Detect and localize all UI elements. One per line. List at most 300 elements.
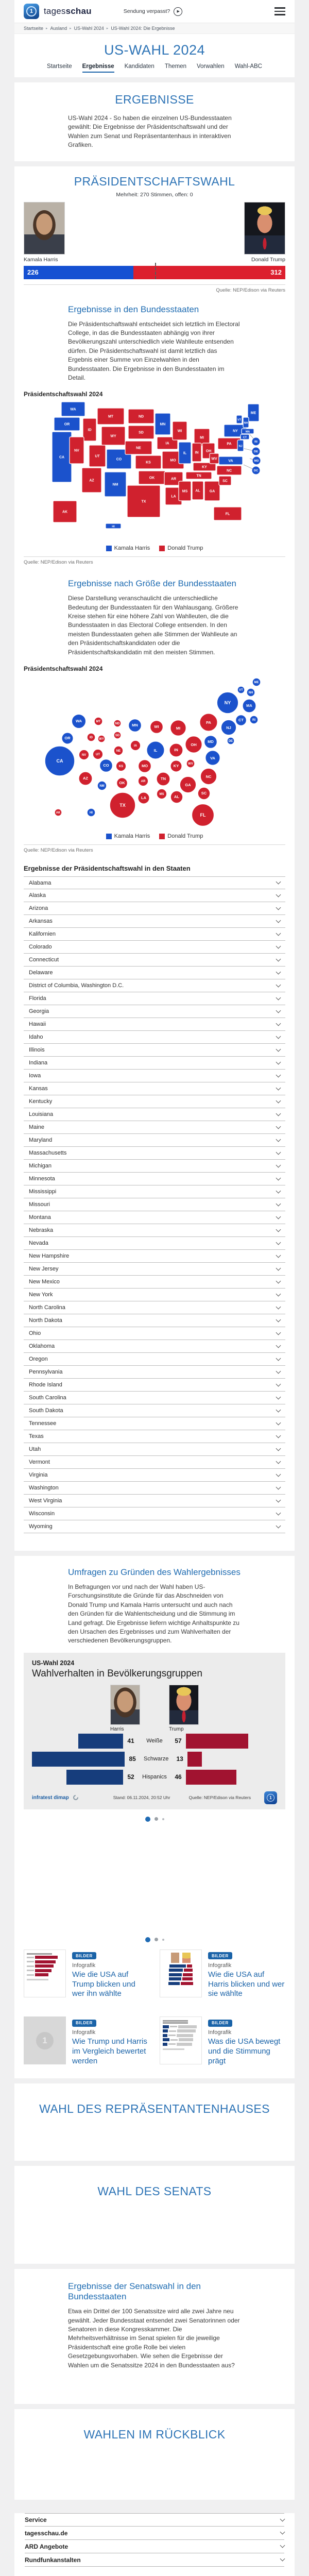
state-name: Indiana [29,1060,48,1066]
state-accordion-row[interactable] [24,1147,285,1160]
svg-text:ID: ID [90,736,93,740]
state-name: Florida [29,995,46,1002]
state-name: Michigan [29,1163,52,1170]
svg-text:MD: MD [208,739,214,744]
state-label-AK: AK [62,510,68,514]
state-name: Utah [29,1446,41,1453]
svg-text:NV: NV [81,754,87,757]
state-label-WA: WA [70,408,76,412]
svg-text:AL: AL [174,794,179,800]
state-accordion-row[interactable] [24,1379,285,1392]
state-name: Maryland [29,1137,53,1144]
svg-text:WI: WI [154,724,159,730]
svg-text:MN: MN [132,723,138,728]
brand-wordmark[interactable]: tagesschau [44,6,92,16]
state-accordion-row[interactable] [24,1263,285,1276]
footer-accordion [25,2513,284,2567]
chevron-down-icon [276,1085,281,1090]
state-name: Arkansas [29,918,53,925]
state-accordion-row[interactable] [24,1082,285,1095]
state-accordion-row[interactable] [24,1057,285,1070]
state-name: Idaho [29,1034,43,1041]
tab-ergebnisse[interactable]: Ergebnisse [82,63,114,73]
dot[interactable] [162,1818,164,1820]
state-name: Texas [29,1433,44,1440]
state-label-NM: NM [112,483,118,487]
state-name: Montana [29,1214,51,1221]
us-choropleth-map[interactable] [44,400,265,541]
state-label-AR: AR [170,477,177,481]
svg-text:OH: OH [191,742,197,748]
state-name: Colorado [29,944,52,951]
svg-text:KS: KS [118,765,124,769]
state-accordion-row[interactable] [24,1482,285,1495]
svg-text:IL: IL [153,748,158,753]
state-name: Delaware [29,970,53,976]
state-accordion-row[interactable] [24,1018,285,1031]
chevron-down-icon [276,1214,281,1219]
state-label-KY: KY [202,465,207,469]
svg-text:IN: IN [174,748,178,753]
state-accordion-row[interactable] [24,979,285,992]
state-label-VA: VA [228,459,233,463]
state-label-MO: MO [170,459,176,463]
state-accordion-row[interactable] [24,1430,285,1443]
chevron-down-icon [276,1523,281,1528]
state-name: Louisiana [29,1111,54,1118]
state-name: Kansas [29,1086,48,1092]
dot[interactable] [154,1938,158,1941]
chevron-down-icon [276,1368,281,1374]
trump-bar [186,1734,248,1749]
svg-text:MT: MT [96,720,101,724]
svg-text:IA: IA [134,744,137,748]
state-accordion-row[interactable] [24,1353,285,1366]
state-label-NC: NC [226,469,232,473]
chevron-down-icon [276,1162,281,1167]
footer-section-row[interactable] [25,2527,284,2540]
state-name: North Carolina [29,1304,65,1311]
harris-photo [24,202,65,255]
bilder-badge: BILDER [208,1952,232,1959]
state-label-FL: FL [225,512,230,516]
svg-text:LA: LA [141,795,146,801]
state-name: Vermont [29,1459,50,1466]
dot[interactable] [162,1939,164,1941]
state-accordion-row[interactable] [24,1392,285,1404]
chevron-down-icon [276,1252,281,1258]
tab-startseite[interactable]: Startseite [47,63,72,70]
infographic-kicker: US-Wahl 2024 [32,1659,75,1667]
state-accordion-row[interactable] [24,1301,285,1314]
state-label-PA: PA [227,442,232,446]
state-label-AL: AL [195,489,200,493]
svg-text:KY: KY [173,764,179,769]
state-name: Connecticut [29,957,59,963]
state-accordion-row[interactable] [24,928,285,941]
state-accordion-row[interactable] [24,1250,285,1263]
state-accordion-row[interactable] [24,1495,285,1507]
teaser-card[interactable] [160,2016,285,2066]
state-accordion-row[interactable] [24,1095,285,1108]
trump-legend-swatch [159,546,165,551]
demographic-label: Schwarze [144,1756,169,1762]
umfragen-heading[interactable]: Umfragen zu Gründen des Wahlergebnisses [68,1567,241,1578]
state-label-OH: OH [205,449,212,453]
state-accordion-row[interactable] [24,1044,285,1057]
teaser-card[interactable] [24,1950,149,1999]
state-accordion-row[interactable] [24,1134,285,1147]
dot-active[interactable] [145,1817,150,1822]
tagesschau-logo-icon[interactable]: 1 [24,4,39,19]
svg-text:RI: RI [254,440,258,444]
state-accordion-row[interactable] [24,1070,285,1082]
svg-text:DE: DE [228,740,233,743]
bilder-badge: BILDER [72,2020,96,2027]
chevron-down-icon [276,1420,281,1425]
state-label-IA: IA [165,442,169,446]
chevron-down-icon [276,1033,281,1039]
tab-vorwahlen[interactable]: Vorwahlen [197,63,225,70]
state-label-AZ: AZ [89,479,94,483]
house-card [14,2083,295,2161]
choropleth-label: Präsidentschaftswahl 2024 [24,391,103,398]
trump-small-photo [169,1685,199,1725]
state-accordion-row[interactable] [24,1327,285,1340]
state-accordion-row[interactable] [24,1108,285,1121]
chevron-down-icon [276,1394,281,1399]
tab-themen[interactable]: Themen [164,63,186,70]
svg-text:VA: VA [210,756,215,761]
chevron-down-icon [276,1265,281,1270]
tab-wahl-abc[interactable]: Wahl-ABC [234,63,262,70]
state-accordion-row[interactable] [24,876,285,889]
teaser-card[interactable] [160,1950,285,1999]
bilder-badge: BILDER [72,1952,96,1959]
svg-text:FL: FL [200,812,206,818]
chevron-down-icon [276,1471,281,1477]
state-name: New York [29,1292,53,1298]
footer-section-label: ARD Angebote [25,2543,68,2550]
teaser-thumbnail [24,2016,66,2064]
bubble-legend: Kamala Harris Donald Trump [14,833,295,839]
state-accordion-row[interactable] [24,1237,285,1250]
svg-text:NY: NY [224,700,231,706]
svg-text:MI: MI [176,726,181,731]
state-name: Tennessee [29,1420,57,1427]
state-name: Alabama [29,879,52,886]
svg-text:CO: CO [103,763,109,768]
svg-text:UT: UT [96,753,100,757]
svg-text:NC: NC [205,774,212,779]
state-accordion-row[interactable] [24,1520,285,1533]
state-accordion-row[interactable] [24,1185,285,1198]
demographic-bars [32,1732,277,1786]
svg-text:MS: MS [159,793,164,796]
praesi-title: PRÄSIDENTSCHAFTSWAHL [74,174,235,188]
state-accordion-row[interactable] [24,1160,285,1173]
svg-text:ME: ME [254,681,259,685]
state-accordion-row[interactable] [24,1173,285,1185]
trump-bar-segment: 312 [133,266,285,279]
state-name: Arizona [29,905,48,912]
ergebnisse-title: ERGEBNISSE [115,93,194,106]
state-accordion-row[interactable] [24,941,285,954]
states-map-heading[interactable]: Ergebnisse in den Bundesstaaten [68,304,199,314]
teaser-kicker: Infografik [208,2029,232,2036]
carousel-blank-slide [14,1829,295,1930]
state-name: Nebraska [29,1227,54,1234]
footer-section-row[interactable] [25,2553,284,2567]
state-label-MI: MI [200,436,204,440]
chevron-down-icon [276,1381,281,1386]
page-title: US-WAHL 2024 [104,42,205,58]
praesidentschaftswahl-card [14,166,295,1551]
demographic-label: Hispanics [142,1774,167,1781]
state-accordion-row[interactable] [24,1224,285,1237]
state-name: Mississippi [29,1189,57,1195]
chevron-down-icon [276,1407,281,1412]
chevron-down-icon [276,1433,281,1438]
map-legend: Kamala Harris Donald Trump [14,545,295,551]
svg-text:WY: WY [99,738,104,741]
svg-text:CA: CA [56,758,63,764]
state-label-ND: ND [138,415,144,419]
chevron-down-icon [276,1240,281,1245]
harris-bar [32,1752,125,1767]
harris-value: 85 [129,1755,136,1763]
state-accordion-row[interactable] [24,915,285,928]
umfragen-text: In Befragungen vor und nach der Wahl haben US-Forschungsinstitute die Gründe für das Abschneiden von Donald Trump und Kamala Harris untersucht und auch nach den Gründen für die Wahlentscheidung und die Stimmung im Land gefragt. Die Ergebnisse liefern wichtige Anhaltspunkte zu den Ursachen des Ergebnisses und zum Wahlverhalten der verschiedenen Bevölkerungsgruppen. [68,1583,239,1645]
svg-text:NJ: NJ [226,725,231,731]
footer-section-label: tagesschau.de [25,2529,68,2537]
state-accordion-row[interactable] [24,967,285,979]
state-accordion-row[interactable] [24,1276,285,1289]
state-name: Illinois [29,1047,45,1054]
svg-text:DC: DC [253,469,259,473]
state-name: Kalifornien [29,931,56,938]
state-name: Washington [29,1485,59,1492]
chevron-down-icon [276,1330,281,1335]
chevron-down-icon [280,2556,285,2562]
chevron-down-icon [276,1072,281,1077]
ard-logo-icon: 1 [264,1791,277,1804]
size-map-heading[interactable]: Ergebnisse nach Größe der Bundesstaaten [68,579,236,589]
state-name: North Dakota [29,1317,62,1324]
demographic-row [32,1732,277,1750]
senate-title: WAHL DES SENATS [97,2184,212,2198]
breadcrumb-item[interactable]: US-Wahl 2024 [74,26,104,31]
svg-text:NH: NH [248,691,253,695]
svg-text:OK: OK [119,781,125,786]
harris-small-photo [110,1685,140,1725]
svg-text:CT: CT [238,718,244,723]
us-bubble-cartogram[interactable] [44,674,265,829]
state-accordion-row[interactable] [24,1417,285,1430]
state-name: Ohio [29,1330,41,1337]
bubble-label: Präsidentschaftswahl 2024 [24,665,103,673]
state-accordion-row[interactable] [24,1340,285,1353]
ergebnisse-text: US-Wahl 2024 - So haben die einzelnen US-Bundesstaaten gewählt: Die Ergebnisse der Präsidentschaftswahl und der Wahlen zum Senat und Repräsentantenhaus in interaktiven Grafiken. [68,114,232,149]
state-label-NE: NE [136,446,141,450]
chevron-down-icon [280,2530,285,2535]
state-label-MT: MT [108,415,114,419]
chevron-down-icon [276,1304,281,1309]
state-label-OR: OR [64,422,70,427]
chevron-down-icon [276,982,281,987]
chevron-down-icon [276,1098,281,1103]
play-icon[interactable]: ▶ [174,7,182,16]
state-accordion-row[interactable] [24,1005,285,1018]
teaser-title[interactable]: Wie Trump und Harris im Vergleich bewertet werden [72,2037,147,2065]
chevron-down-icon [276,1291,281,1296]
chevron-down-icon [280,2516,285,2521]
top-bar [14,0,295,23]
breadcrumb-separator-icon: ▸ [106,27,109,30]
svg-text:AZ: AZ [83,776,88,781]
state-accordion-row[interactable] [24,954,285,967]
state-accordion-row[interactable] [24,1469,285,1482]
state-accordion-row[interactable] [24,1289,285,1301]
carousel-dots[interactable] [14,1817,295,1822]
trump-photo [244,202,285,255]
trump-value: 13 [176,1755,183,1763]
state-name: Wyoming [29,1523,53,1530]
teaser-kicker: Infografik [72,2029,96,2036]
state-label-OK: OK [149,476,155,480]
rueckblick-card [14,2409,295,2500]
state-accordion-row[interactable] [24,889,285,902]
breadcrumb [14,23,295,34]
state-accordion-row[interactable] [24,1507,285,1520]
ergebnisse-card [14,82,295,161]
dot-active[interactable] [145,1937,150,1942]
footer-section-row[interactable] [25,2513,284,2527]
chevron-down-icon [276,1008,281,1013]
breadcrumb-item[interactable]: US-Wahl 2024: Die Ergebnisse [111,26,175,31]
state-label-SD: SD [139,431,144,435]
breadcrumb-item[interactable]: Ausland [50,26,67,31]
states-map-text: Die Präsidentschaftswahl entscheidet sich letztlich im Electoral College, in das die Bundesstaaten abhängig von ihrer Bevölkerungszahl unterschiedlich viele Wahlleute entsenden dürfen. Die Präsidentschaftswahl ist damit letztlich das Ergebnis einer Summe von Einzelwahlen in den Bundesstaaten. Die Ergebnisse in den Bundesstaaten im Detail. [68,320,240,381]
senate-results-heading[interactable]: Ergebnisse der Senatswahl in den Bundesstaaten [68,2281,201,2302]
teaser-title[interactable]: Wie die USA auf Trump blicken und wer ihn wählte [72,1970,135,1998]
chevron-down-icon [276,1459,281,1464]
state-accordion-row[interactable] [24,1031,285,1044]
chevron-down-icon [276,1201,281,1206]
state-name: New Jersey [29,1266,59,1273]
demographic-row [32,1750,277,1768]
teaser-title[interactable]: Was die USA bewegt und die Stimmung prägt [208,2037,281,2065]
teaser-card[interactable] [24,2016,149,2066]
state-name: Georgia [29,1008,49,1015]
dot[interactable] [154,1817,158,1821]
footer-section-label: Service [25,2516,47,2524]
state-label-WV: WV [211,457,217,461]
state-name: Hawaii [29,1021,46,1028]
state-name: Pennsylvania [29,1369,63,1376]
svg-text:AR: AR [141,780,146,784]
senate-card [14,2166,295,2264]
state-name: Alaska [29,892,46,899]
svg-text:AK: AK [56,811,61,815]
chevron-down-icon [276,1355,281,1361]
chevron-down-icon [276,969,281,974]
hamburger-menu-icon[interactable] [274,7,285,15]
map-source: Quelle: NEP/Edison via Reuters [24,560,93,566]
state-label-NJ: NJ [238,445,243,448]
svg-text:WV: WV [188,762,193,766]
chevron-down-icon [276,1343,281,1348]
svg-text:TN: TN [161,776,166,782]
state-label-MA: MA [245,430,250,434]
state-accordion-row[interactable] [24,1366,285,1379]
state-accordion-row[interactable] [24,902,285,915]
state-name: Missouri [29,1201,50,1208]
footer-links [25,2574,284,2576]
harris-name: Kamala Harris [24,256,58,263]
state-name: South Dakota [29,1408,63,1414]
svg-text:SC: SC [201,791,207,796]
harris-bar-segment: 226 [24,266,133,279]
tab-kandidaten[interactable]: Kandidaten [124,63,154,70]
state-label-ID: ID [88,428,92,432]
carousel-dots-2[interactable] [14,1937,295,1942]
trump-bar [187,1752,202,1767]
harris-bar [66,1770,123,1785]
state-name: Nevada [29,1240,48,1247]
teaser-thumbnail [160,1950,202,1997]
footer-link[interactable] [25,2574,284,2576]
state-label-UT: UT [95,454,100,459]
harris-bar [78,1734,123,1749]
bubble-source: Quelle: NEP/Edison via Reuters [24,848,93,854]
infographic-source: Quelle: NEP/Edison via Reuters [188,1795,251,1801]
state-accordion-row[interactable] [24,1211,285,1224]
trump-name: Donald Trump [251,256,285,263]
state-accordion-row[interactable] [24,992,285,1005]
state-label-VT: VT [237,418,242,422]
state-accordion-row[interactable] [24,1314,285,1327]
state-accordion-row[interactable] [24,1443,285,1456]
state-name: Oregon [29,1356,48,1363]
state-name: West Virginia [29,1498,62,1504]
state-accordion-row[interactable] [24,1404,285,1417]
state-label-NY: NY [233,429,238,433]
svg-text:NE: NE [116,750,121,753]
breadcrumb-item[interactable]: Startseite [24,26,44,31]
majority-note: Mehrheit: 270 Stimmen, offen: 0 [116,191,193,198]
chevron-down-icon [280,2543,285,2548]
chevron-down-icon [276,1484,281,1489]
infratest-dimap-logo: infratest dimap [32,1794,69,1801]
chevron-down-icon [276,930,281,936]
footer-section-row[interactable] [25,2540,284,2553]
state-accordion [24,876,285,1533]
stand-note: Stand: 06.11.2024, 20:52 Uhr [113,1795,170,1801]
state-name: Wisconsin [29,1511,55,1517]
senate-results-card [14,2269,295,2404]
state-accordion-row[interactable] [24,1121,285,1134]
teaser-title[interactable]: Wie die USA auf Harris blicken und wer sie wählte [208,1970,285,1998]
svg-text:VT: VT [239,689,243,692]
svg-text:WA: WA [75,719,82,724]
state-accordion-row[interactable] [24,1456,285,1469]
sendung-verpasst-link[interactable]: Sendung verpasst? ▶ [124,7,182,16]
ard-globe-icon: 1 [36,2032,54,2049]
state-label-HI: HI [112,525,115,529]
svg-text:GA: GA [185,783,191,788]
state-accordion-row[interactable] [24,1198,285,1211]
